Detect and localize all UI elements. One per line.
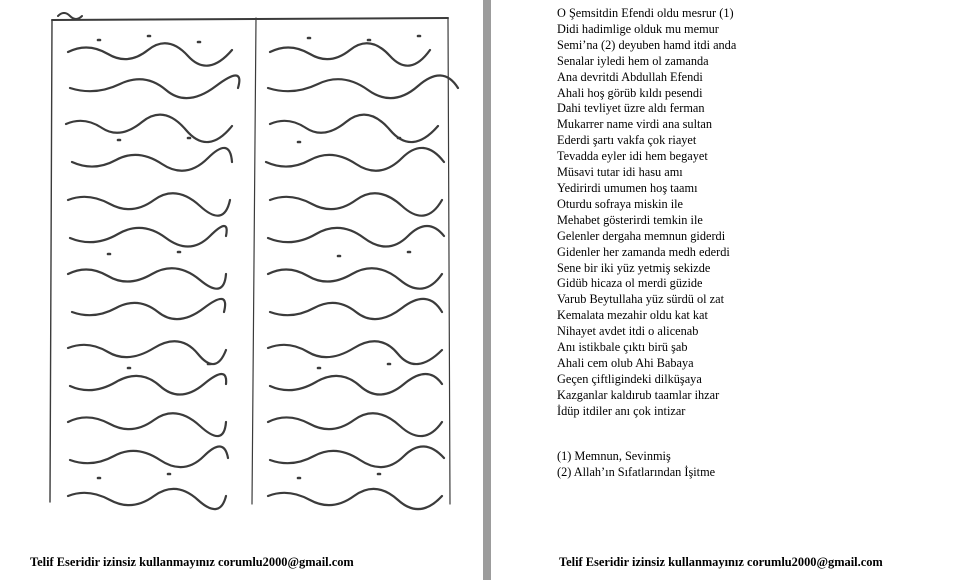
poem-line: Yedirirdi umumen hoş taamı [557,180,698,195]
page-divider [483,0,491,580]
poem-line: O Şemsitdin Efendi oldu mesrur (1) [557,6,734,20]
poem-line: Geçen çiftligindeki dilküşaya [557,371,702,386]
poem-line: Ederdi şartı vakfa çok riayet [557,133,697,148]
poem-line: İdüp itdiler anı çok intizar [557,403,686,418]
poem-line: Nihayet avdet itdi o alicenab [557,324,699,339]
poem-line: Varub Beytullaha yüz sürdü ol zat [557,292,724,307]
footnotes [557,449,715,481]
footer-copyright-right: Telif Eseridir izinsiz kullanmayınız corumlu2000@gmail.com [559,555,883,569]
poem-line: Oturdu sofraya miskin ile [557,196,684,211]
poem-line: Ana devritdi Abdullah Efendi [557,69,703,84]
footer-copyright-left: Telif Eseridir izinsiz kullanmayınız corumlu2000@gmail.com [30,555,354,569]
poem-line: Senalar iyledi hem ol zamanda [557,53,709,68]
poem-line: Sene bir iki yüz yetmiş sekizde [557,260,711,275]
poem-line: Dahi tevliyet üzre aldı ferman [557,101,705,116]
poem-line: Mukarrer name virdi ana sultan [557,117,713,132]
poem-line: Mehabet gösterirdi temkin ile [557,212,703,227]
poem-line: Kemalata mezahir oldu kat kat [557,308,708,323]
right-page [491,0,960,580]
footnote: (2) Allah’ın Sıfatlarından İşitme [557,464,716,479]
poem-line: Gidenler her zamanda medh ederdi [557,244,730,259]
poem-line: Ahali hoş görüb kıldı pesendi [557,85,703,100]
poem-text [557,6,736,420]
poem-line: Ahali cem olub Ahi Babaya [557,355,694,370]
poem-line: Gidüb hicaza ol merdi güzide [557,276,703,291]
footnote: (1) Memnun, Sevinmiş [557,449,671,463]
poem-line: Gelenler dergaha memnun giderdi [557,228,726,243]
manuscript-image [38,12,462,512]
poem-line: Kazganlar kaldırub taamlar ihzar [557,387,720,402]
poem-line: Didi hadimlige olduk mu memur [557,21,719,36]
poem-line: Müsavi tutar idi hasu amı [557,165,683,180]
poem-line: Tevadda eyler idi hem begayet [557,149,708,164]
poem-line: Anı istikbale çıktı birü şab [557,340,688,355]
poem-line: Semi’na (2) deyuben hamd itdi anda [557,37,737,52]
